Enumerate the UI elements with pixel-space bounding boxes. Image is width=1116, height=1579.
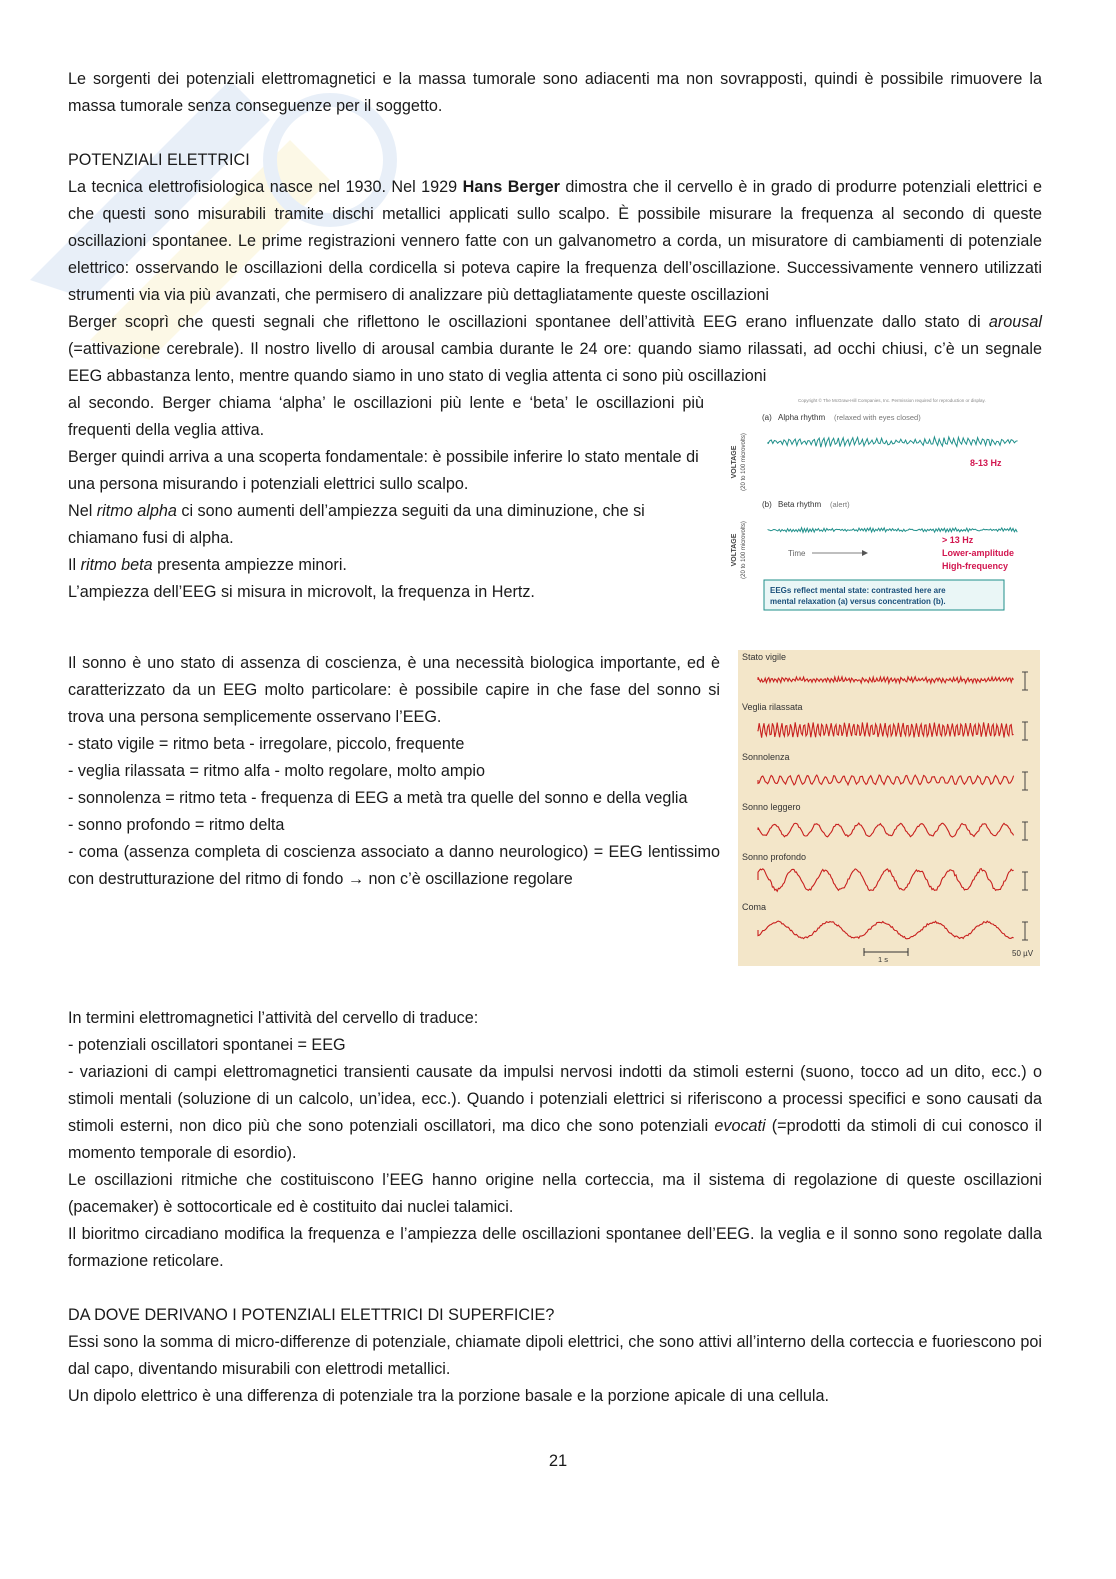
scale-time-label: 1 s — [878, 955, 889, 964]
dipoli-paragraph: Essi sono la somma di micro-differenze di potenziale, chiamate dipoli elettrici, che sono attivi all’interno della corteccia e fuoriescono poi dal capo, diventando misurabili con elettrodi metallici. — [68, 1333, 1042, 1378]
amplitude-scale-bar — [1022, 722, 1028, 740]
amplitude-scale-bar — [1022, 922, 1028, 940]
sleep-eeg-trace — [758, 677, 1014, 683]
sleep-item-vigile: - stato vigile = ritmo beta - irregolare, piccolo, frequente — [68, 735, 465, 753]
sleep-stage-label: Stato vigile — [742, 652, 787, 662]
amplitude-scale-bar — [1022, 672, 1028, 690]
fig1-caption-line2: mental relaxation (a) versus concentration (b). — [770, 597, 946, 606]
beta-wave — [768, 528, 1017, 533]
alpha-rhythm-paragraph: Nel ritmo alpha ci sono aumenti dell’ampiezza seguiti da una diminuzione, che si chiamano fusi di alpha. — [68, 502, 645, 547]
fig1-a-sub: (relaxed with eyes closed) — [834, 413, 921, 422]
fig1-b-hf: High-frequency — [942, 561, 1009, 571]
amplitude-scale-bar — [1022, 772, 1028, 790]
sleep-eeg-trace — [758, 921, 1014, 939]
intro-paragraph: Le sorgenti dei potenziali elettromagnetici e la massa tumorale sono adiacenti ma non sovrapposti, quindi è possibile rimuovere la massa tumorale senza conseguenze per il soggetto. — [68, 70, 1042, 115]
sleep-paragraph: Il sonno è uno stato di assenza di coscienza, è una necessità biologica importante, ed è caratterizzato da un EEG molto particolare: è possibile capire in che fase del sonno si trova una persona semplicemente osservano l’EEG. — [68, 654, 720, 726]
scale-volt-label: 50 µV — [1012, 949, 1034, 958]
fig1-b-freq: > 13 Hz — [942, 535, 974, 545]
sleep-stage-label: Sonnolenza — [742, 752, 790, 762]
fig1-a-label: (a) — [762, 413, 772, 422]
arousal-paragraph: Berger scoprì che questi segnali che riflettono le oscillazioni spontanee dell’attività EEG erano influenzate dallo stato di arousal (=attivazione cerebrale). Il nostro livello di arousal cambia durante le 24 ore: quando siamo rilassati, ad occhi chiusi, c’è un segnale EEG abbastanza lento, mentre quando siamo in uno stato di veglia attenta ci sono più oscillazioni — [68, 313, 1042, 385]
sleep-eeg-trace — [758, 823, 1014, 837]
page-number: 21 — [548, 1452, 568, 1470]
sleep-item-sonnolenza: - sonnolenza = ritmo teta - frequenza di EEG a metà tra quelle del sonno e della veglia — [68, 789, 688, 807]
sleep-item-profondo: - sonno profondo = ritmo delta — [68, 816, 285, 834]
alpha-beta-figure — [728, 390, 1038, 618]
fig1-copyright: Copyright © The McGraw-Hill Companies, Inc. Permission required for reproduction or display. — [798, 398, 986, 403]
alpha-wave — [768, 437, 1018, 447]
em-intro: In termini elettromagnetici l’attività del cervello di traduce: — [68, 1009, 479, 1027]
em-item-evocati: - variazioni di campi elettromagnetici transienti causate da impulsi nervosi indotti da stimoli esterni (suono, tocco ad un dito, ecc.) o stimoli mentali (soluzione di un calcolo, un’idea, ecc.). Quando i potenziali elettrici si riferiscono a processi specifici e sono causati da stimoli esterni, non dico più che sono potenziali oscillatori, ma dico che sono potenziali evocati (=prodotti da stimoli di cui conosco il momento temporale di esordio). — [68, 1063, 1042, 1162]
fig1-time-label: Time — [788, 549, 806, 558]
alpha-beta-paragraph: al secondo. Berger chiama ‘alpha’ le oscillazioni più lente e ‘beta’ le oscillazioni più frequenti della veglia attiva. — [68, 394, 704, 439]
sleep-eeg-figure — [738, 650, 1040, 966]
fig1-b-amp: Lower-amplitude — [942, 548, 1015, 558]
eeg-units-paragraph: L’ampiezza dell’EEG si misura in microvolt, la frequenza in Hertz. — [68, 583, 535, 601]
fig1-b-title: Beta rhythm — [778, 500, 822, 509]
arrow-glyph: → — [347, 870, 365, 888]
hans-berger-name: Hans Berger — [462, 178, 560, 196]
document-body — [68, 66, 1042, 1410]
fig1-voltage-sub-a: (20 to 100 microvolts) — [741, 433, 747, 491]
sleep-stage-label: Sonno profondo — [742, 852, 807, 862]
fig1-voltage-a: VOLTAGE — [731, 445, 738, 479]
sleep-stage-label: Sonno leggero — [742, 802, 801, 812]
dipolo-definition-paragraph: Un dipolo elettrico è una differenza di potenziale tra la porzione basale e la porzione apicale di una cellula. — [68, 1387, 830, 1405]
sleep-eeg-trace — [758, 722, 1014, 737]
berger-discovery-paragraph: Berger quindi arriva a una scoperta fondamentale: è possibile inferire lo stato mentale di una persona misurando i potenziali elettrici sullo scalpo. — [68, 448, 699, 493]
em-item-eeg: - potenziali oscillatori spontanei = EEG — [68, 1036, 346, 1054]
fig1-voltage-sub-b: (20 to 100 microvolts) — [741, 521, 747, 579]
sleep-item-coma: - coma (assenza completa di coscienza associato a danno neurologico) = EEG lentissimo con destrutturazione del ritmo di fondo → non c’è oscillazione regolare — [68, 843, 720, 888]
fig1-voltage-b: VOLTAGE — [731, 533, 738, 567]
section-title-potenziali: POTENZIALI ELETTRICI — [68, 151, 250, 169]
sleep-item-rilassata: - veglia rilassata = ritmo alfa - molto regolare, molto ampio — [68, 762, 485, 780]
sleep-eeg-trace — [758, 869, 1014, 892]
time-arrow-head — [862, 550, 868, 556]
fig1-b-sub: (alert) — [830, 500, 850, 509]
fig1-a-freq: 8-13 Hz — [970, 458, 1002, 468]
section-title-superficie: DA DOVE DERIVANO I POTENZIALI ELETTRICI DI SUPERFICIE? — [68, 1306, 555, 1324]
amplitude-scale-bar — [1022, 822, 1028, 840]
beta-rhythm-paragraph: Il ritmo beta presenta ampiezze minori. — [68, 556, 347, 574]
sleep-stage-label: Coma — [742, 902, 767, 912]
em-bioritmo-paragraph: Il bioritmo circadiano modifica la frequenza e l’ampiezza delle oscillazioni spontanee dell’EEG. la veglia e il sonno sono regolate dalla formazione reticolare. — [68, 1225, 1042, 1270]
sleep-stage-label: Veglia rilassata — [742, 702, 803, 712]
amplitude-scale-bar — [1022, 872, 1028, 890]
berger-paragraph: La tecnica elettrofisiologica nasce nel 1930. Nel 1929 Hans Berger dimostra che il cervello è in grado di produrre potenziali elettrici e che questi sono misurabili tramite dischi metallici applicati sullo scalpo. È possibile misurare la frequenza al secondo di queste oscillazioni spontanee. Le prime registrazioni vennero fatte con un galvanometro a corda, un misuratore di cambiamenti di potenziale elettrico: osservando le oscillazioni della cordicella si poteva capire la frequenza dell’oscillazione. Successivamente vennero utilizzati strumenti via via più avanzati, che permisero di analizzare più dettagliatamente queste oscillazioni — [68, 178, 1043, 304]
sleep-eeg-trace — [758, 775, 1014, 785]
fig1-caption-line1: EEGs reflect mental state: contrasted here are — [770, 586, 946, 595]
fig1-a-title: Alpha rhythm — [778, 413, 826, 422]
em-pacemaker-paragraph: Le oscillazioni ritmiche che costituiscono l’EEG hanno origine nella corteccia, ma il sistema di regolazione di queste oscillazioni (pacemaker) è sottocorticale ed è costituito dai nuclei talamici. — [68, 1171, 1042, 1216]
fig1-b-label: (b) — [762, 500, 772, 509]
